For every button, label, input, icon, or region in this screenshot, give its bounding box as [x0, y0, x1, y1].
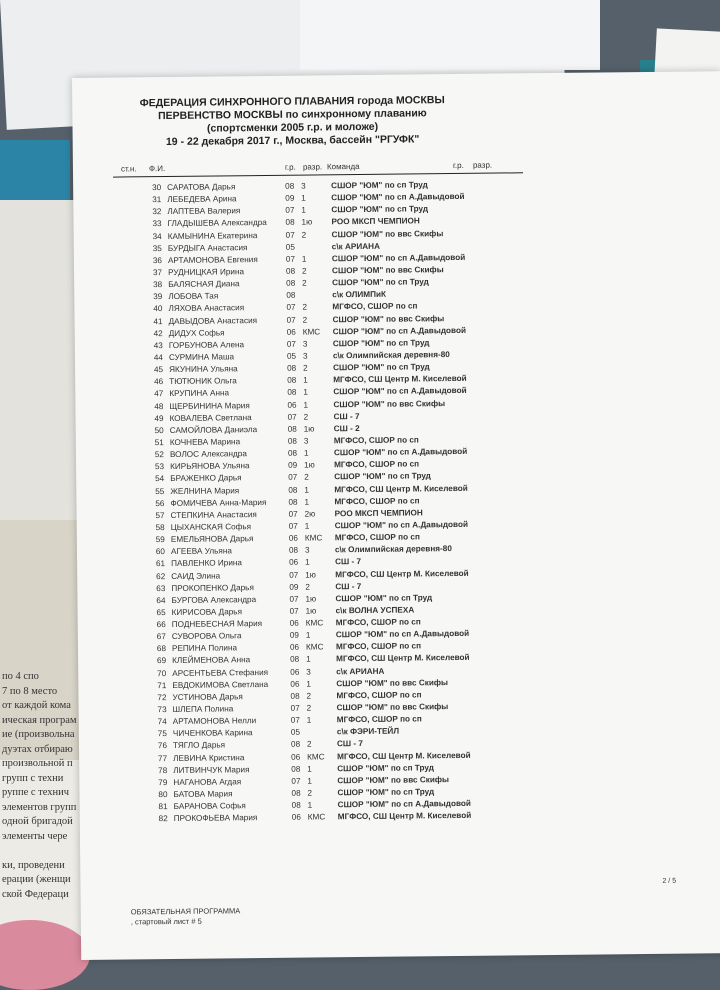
birth-year: 06 [290, 679, 300, 689]
start-number: 75 [157, 729, 167, 739]
athlete-name: КИРЬЯНОВА Ульяна [170, 461, 250, 472]
rank: 2 [307, 788, 313, 798]
athlete-name: ЛЕВИНА Кристина [173, 752, 245, 763]
start-number: 82 [158, 814, 168, 824]
start-number: 30 [151, 183, 162, 193]
team: СШ - 7 [335, 557, 362, 567]
rank: 3 [302, 339, 308, 349]
rank: 3 [301, 181, 306, 191]
col-name: Ф.И. [148, 164, 166, 174]
team: СШОР "ЮМ" по сп Труд [337, 762, 434, 774]
athlete-name: ВОЛОС Александра [169, 449, 247, 460]
start-number: 71 [157, 680, 167, 690]
team: СШОР "ЮМ" по сп А.Давыдовой [333, 446, 468, 458]
birth-year: 08 [290, 691, 300, 701]
birth-year: 08 [286, 290, 296, 301]
birth-year: 05 [285, 242, 295, 252]
birth-year: 08 [287, 448, 298, 458]
team: МГФСО, СШ Центр М. Киселевой [336, 653, 470, 664]
athlete-name: КОВАЛЕВА Светлана [169, 412, 252, 423]
athlete-name: САРАТОВА Дарья [167, 182, 236, 193]
start-number: 38 [153, 280, 163, 290]
rank: 1 [305, 630, 311, 640]
athlete-name: АГЕЕВА Ульяна [170, 546, 232, 557]
team: СШОР "ЮМ" по ввс Скифы [333, 398, 446, 409]
birth-year: 08 [291, 788, 301, 798]
birth-year: 08 [285, 181, 295, 191]
rank: 1ю [305, 594, 317, 604]
athlete-name: НАГАНОВА Агдая [173, 777, 242, 787]
team: МГФСО, СШОР по сп [336, 714, 422, 725]
background-paper [300, 0, 600, 70]
birth-year: 08 [291, 764, 301, 774]
team: МГФСО, СШОР по сп [334, 496, 420, 506]
date-venue: 19 - 22 декабря 2017 г., Москва, бассейн "РГУФК" [165, 133, 420, 149]
rank: 1 [301, 205, 307, 215]
start-number: 59 [155, 535, 165, 545]
rank: 2 [306, 691, 312, 701]
rank: 2 [301, 266, 307, 276]
birth-year: 05 [286, 351, 297, 361]
birth-year: 06 [289, 618, 299, 628]
athlete-name: ПОДНЕБЕСНАЯ Мария [171, 619, 263, 630]
start-number: 33 [152, 219, 162, 229]
start-number: 67 [156, 632, 166, 642]
birth-year: 06 [291, 752, 301, 762]
athlete-name: ЛИТВИНЧУК Мария [173, 764, 250, 775]
rank: 1 [307, 776, 312, 786]
team: СШОР "ЮМ" по сп Труд [333, 362, 430, 373]
rank: 1ю [304, 460, 315, 470]
team: СШОР "ЮМ" по сп А.Давыдовой [334, 519, 469, 531]
start-number: 61 [155, 559, 166, 569]
team: с\к АРИАНА [336, 666, 385, 676]
team: СШОР "ЮМ" по ввс Скифы [331, 228, 444, 239]
birth-year: 06 [286, 327, 296, 337]
birth-year: 06 [288, 533, 298, 543]
birth-year: 06 [291, 812, 301, 823]
athlete-name: КРУПИНА Анна [169, 388, 230, 399]
team: СШОР "ЮМ" по сп А.Давыдовой [331, 192, 465, 203]
start-number: 47 [154, 389, 164, 399]
athlete-name: ТЯГЛО Дарья [172, 740, 226, 751]
athlete-name: ДИДУХ Софья [168, 328, 225, 338]
team: СШОР "ЮМ" по ввс Скифы [336, 702, 449, 713]
athlete-name: ЛОБОВА Тая [168, 291, 219, 302]
team: СШОР "ЮМ" по ввс Скифы [331, 265, 444, 276]
birth-year: 08 [287, 424, 297, 434]
start-number: 64 [156, 595, 166, 605]
birth-year: 07 [285, 205, 295, 216]
rank: 1 [305, 557, 310, 567]
athlete-name: ЖЕЛНИНА Мария [170, 485, 240, 496]
team: СШОР "ЮМ" по сп Труд [332, 277, 429, 288]
rank: 1 [303, 400, 309, 410]
team: СШОР "ЮМ" по сп Труд [337, 787, 435, 798]
team: с\к ВОЛНА УСПЕХА [335, 605, 415, 616]
team: с\к АРИАНА [331, 241, 381, 251]
team: МГФСО, СШОР по сп [333, 435, 419, 446]
start-number: 62 [156, 571, 166, 581]
event-title: ПЕРВЕНСТВО МОСКВЫ по синхронному плаванию [158, 107, 427, 123]
athlete-name: ЦЫХАНСКАЯ Софья [170, 522, 252, 532]
start-number: 74 [157, 717, 167, 727]
rank: 1ю [305, 569, 316, 580]
birth-year: 08 [287, 375, 297, 386]
athlete-name: ФОМИЧЕВА Анна-Мария [170, 497, 267, 508]
footer [131, 906, 241, 927]
rank: 2 [303, 412, 309, 422]
start-number: 37 [152, 268, 163, 278]
rank: 2 [305, 582, 310, 592]
team: МГФСО, СШОР по сп [334, 532, 420, 543]
rank: 1 [307, 800, 313, 810]
team: МГФСО, СШОР по сп [336, 690, 422, 701]
rank: 1 [303, 387, 308, 397]
team: СШОР "ЮМ" по ввс Скифы [336, 677, 449, 689]
start-number: 51 [154, 438, 164, 448]
rank: 2ю [304, 509, 316, 519]
start-number: 41 [153, 316, 163, 326]
start-number: 72 [157, 692, 167, 703]
rank: 1 [306, 679, 311, 689]
team: МГФСО, СШ Центр М. Киселевой [337, 750, 471, 761]
col-rank-2: разр. [472, 160, 493, 170]
birth-year: 05 [290, 727, 301, 738]
birth-year: 06 [287, 400, 297, 410]
athlete-name: БАЛЯСНАЯ Диана [168, 279, 240, 290]
birth-year: 06 [290, 667, 300, 677]
team: МГФСО, СШ Центр М. Киселевой [337, 811, 472, 822]
rank: 2 [306, 739, 312, 750]
start-number: 70 [157, 668, 167, 678]
start-number: 55 [155, 486, 165, 496]
athlete-name: ПРОКОПЕНКО Дарья [171, 582, 254, 593]
athlete-name: БРАЖЕНКО Дарья [170, 473, 242, 484]
athlete-name: ГОРБУНОВА Алена [168, 340, 245, 350]
athlete-name: СУВОРОВА Ольга [171, 631, 242, 642]
start-number: 78 [158, 765, 168, 775]
team: МГФСО, СШ Центр М. Киселевой [334, 483, 468, 494]
start-number: 35 [152, 243, 162, 253]
athlete-name: ЩЕРБИНИНА Мария [169, 400, 250, 411]
athlete-name: ШЛЕПА Полина [172, 704, 234, 715]
start-number: 56 [155, 498, 165, 508]
birth-year: 09 [289, 630, 300, 640]
athlete-name: ЧИЧЕНКОВА Карина [172, 728, 253, 739]
rank: КМС [307, 812, 326, 822]
start-number: 40 [153, 304, 163, 314]
birth-year: 07 [289, 570, 299, 580]
rank: 2 [302, 278, 307, 288]
team: СШ - 7 [335, 581, 362, 591]
start-number: 63 [156, 583, 166, 593]
athlete-name: СУРМИНА Маша [168, 352, 235, 362]
birth-year: 08 [285, 266, 296, 276]
birth-year: 06 [289, 642, 300, 653]
athlete-name: БАТОВА Мария [173, 789, 233, 800]
birth-year: 08 [287, 363, 297, 373]
athlete-name: ЛЯХОВА Анастасия [168, 303, 245, 314]
rank: 3 [303, 436, 309, 446]
athlete-name: ПАВЛЕНКО Ирина [171, 558, 243, 569]
team: МГФСО, СШ Центр М. Киселевой [335, 568, 469, 579]
rank: 1 [301, 193, 306, 203]
start-number: 76 [157, 741, 168, 751]
start-number: 54 [155, 474, 165, 484]
start-number: 77 [157, 753, 168, 763]
team: СШОР "ЮМ" по сп А.Давыдовой [331, 252, 466, 264]
birth-year: 07 [285, 254, 296, 264]
athlete-name: ДАВЫДОВА Анастасия [168, 315, 258, 326]
birth-year: 09 [289, 582, 299, 592]
start-number: 32 [152, 207, 162, 217]
team: МГФСО, СШ Центр М. Киселевой [333, 374, 467, 385]
rank: КМС [305, 642, 324, 652]
athlete-name: ЕВДОКИМОВА Светлана [172, 679, 269, 690]
athlete-name: ЯКУНИНА Ульяна [169, 364, 238, 375]
team: СШОР "ЮМ" по ввс Скифы [337, 774, 450, 786]
birth-year: 08 [287, 436, 297, 446]
athlete-name: ЕМЕЛЬЯНОВА Дарья [170, 534, 254, 545]
athlete-name: БУРГОВА Александра [171, 594, 257, 605]
athlete-name: САИД Элина [171, 570, 221, 581]
birth-year: 07 [290, 703, 300, 713]
athlete-name: УСТИНОВА Дарья [172, 692, 243, 702]
birth-year: 08 [288, 497, 298, 507]
birth-year: 07 [291, 776, 301, 786]
col-team: Команда [326, 161, 360, 172]
start-number: 68 [156, 644, 167, 654]
start-number: 42 [153, 328, 163, 338]
birth-year: 07 [286, 339, 296, 349]
start-number: 69 [156, 656, 167, 666]
birth-year: 08 [285, 218, 295, 228]
footer-program: ОБЯЗАТЕЛЬНАЯ ПРОГРАММА [130, 906, 241, 917]
athlete-name: ПРОКОФЬЕВА Мария [173, 813, 258, 824]
start-list-sheet [72, 71, 720, 960]
start-number: 52 [154, 450, 164, 460]
footer-start-list: , стартовый лист # 5 [130, 916, 202, 927]
athlete-name: ЛАПТЕВА Валерия [167, 206, 241, 217]
start-number: 66 [156, 620, 166, 630]
rank: 1 [304, 521, 310, 531]
team: с\к Олимпийская деревня-80 [334, 544, 452, 555]
birth-year: 09 [285, 193, 295, 203]
start-number: 81 [158, 802, 168, 812]
athlete-name: ГЛАДЫШЕВА Александра [167, 218, 267, 229]
team: РОО МКСП ЧЕМПИОН [334, 508, 423, 519]
rank: 2 [302, 302, 308, 313]
rank: 2 [303, 363, 308, 373]
rank: 1 [306, 715, 312, 725]
athlete-name: РУДНИЦКАЯ Ирина [167, 267, 245, 277]
col-year-2: г.р. [452, 160, 464, 171]
team: СШОР "ЮМ" по сп А.Давыдовой [335, 629, 470, 640]
start-number: 46 [154, 377, 164, 387]
rank: 2 [304, 472, 309, 482]
start-number: 58 [155, 522, 165, 533]
athlete-name: СТЕПКИНА Анастасия [170, 509, 257, 520]
team: СШ - 7 [336, 739, 364, 749]
page-number: 2 / 5 [662, 877, 677, 885]
athlete-name: РЕПИНА Полина [171, 643, 238, 654]
start-number: 79 [158, 777, 168, 788]
athlete-list [73, 178, 680, 828]
athlete-name: АРТАМОНОВА Нелли [172, 716, 257, 727]
start-number: 39 [153, 292, 163, 302]
team: СШОР "ЮМ" по сп Труд [332, 338, 430, 349]
col-start-number: ст.н. [120, 164, 137, 174]
rank: 1 [303, 448, 309, 458]
rank: 1ю [301, 217, 313, 228]
rank: КМС [304, 533, 323, 543]
background-text: по 4 спо 7 по 8 место от каждой кома ическая програм ие (произвольна дуэтах отбираю произвольной п групп с техни руппе с технич элементов групп одной бригадой элементы чере ки, проведени ерации (женщи ской Федераци [2, 671, 77, 900]
birth-year: 06 [289, 558, 299, 568]
rank: 1ю [303, 424, 315, 434]
birth-year: 07 [285, 230, 295, 240]
athlete-name: ЛЕБЕДЕВА Арина [167, 194, 237, 205]
start-number: 34 [152, 231, 162, 241]
team: МГФСО, СШОР по сп [335, 641, 422, 652]
team: РОО МКСП ЧЕМПИОН [331, 216, 420, 227]
birth-year: 07 [288, 473, 298, 483]
start-number: 60 [155, 547, 166, 557]
team: СШОР "ЮМ" по сп Труд [331, 180, 428, 191]
start-number: 36 [152, 255, 162, 266]
start-number: 73 [157, 705, 167, 715]
birth-year: 07 [289, 594, 299, 604]
rank: 1 [307, 764, 312, 774]
rank: КМС [305, 618, 324, 628]
start-number: 44 [153, 353, 163, 363]
birth-year: 07 [287, 412, 297, 422]
title-block [72, 93, 513, 150]
athlete-name: БУРДЫГА Анастасия [167, 242, 248, 253]
team: СШ - 2 [333, 423, 360, 434]
col-rank: разр. [302, 162, 323, 172]
team: СШОР "ЮМ" по сп А.Давыдовой [332, 325, 467, 336]
rank: 1 [304, 485, 309, 495]
athlete-name: КИРИСОВА Дарья [171, 607, 243, 617]
rank: 1ю [305, 606, 317, 616]
birth-year: 08 [290, 740, 301, 750]
birth-year: 07 [290, 715, 300, 725]
birth-year: 08 [288, 545, 299, 555]
birth-year: 08 [290, 655, 300, 665]
rank: КМС [302, 327, 321, 337]
birth-year: 08 [287, 388, 297, 398]
team: МГФСО, СШОР по сп [334, 459, 420, 470]
birth-year: 07 [286, 303, 296, 313]
team: с\к ОЛИМПиК [332, 289, 387, 300]
start-number: 57 [155, 510, 165, 520]
athlete-name: АРТАМОНОВА Евгения [167, 254, 258, 265]
col-year: г.р. [284, 162, 296, 172]
team: МГФСО, СШОР по сп [335, 617, 421, 628]
rank: 1 [303, 375, 308, 385]
athlete-name: КЛЕЙМЕНОВА Анна [172, 655, 251, 666]
team: МГФСО, СШОР по сп [332, 301, 418, 312]
birth-year: 07 [288, 521, 298, 531]
rank: 2 [301, 230, 307, 240]
start-number: 80 [158, 790, 168, 800]
federation-title: ФЕДЕРАЦИЯ СИНХРОННОГО ПЛАВАНИЯ города МОСКВЫ [139, 94, 445, 110]
start-number: 31 [152, 195, 162, 205]
rank: 2 [306, 703, 312, 713]
team: с\к ФЭРИ-ТЕЙЛ [336, 726, 400, 737]
team: СШОР "ЮМ" по сп Труд [331, 204, 429, 215]
team: СШОР "ЮМ" по сп А.Давыдовой [333, 386, 467, 397]
athlete-name: ТЮТЮНИК Ольга [169, 376, 237, 387]
birth-year: 07 [288, 509, 298, 519]
birth-year: 08 [286, 278, 296, 288]
rank: 1 [304, 497, 310, 507]
team: СШОР "ЮМ" по сп Труд [334, 471, 431, 482]
rank: 3 [306, 667, 311, 677]
team: СШОР "ЮМ" по сп А.Давыдовой [337, 799, 471, 810]
start-number: 43 [153, 340, 163, 350]
birth-year: 07 [286, 315, 296, 325]
team: СШОР "ЮМ" по сп Труд [335, 593, 433, 604]
rank: 3 [304, 545, 310, 555]
start-number: 45 [153, 365, 164, 375]
athlete-name: КОЧНЕВА Марина [169, 437, 241, 447]
rank: 2 [302, 315, 308, 325]
athlete-name: БАРАНОВА Софья [173, 801, 246, 812]
rank: 1 [306, 655, 311, 665]
background-box [0, 140, 70, 200]
rank: 1 [301, 254, 307, 264]
rank: КМС [307, 752, 325, 762]
birth-year: 08 [288, 485, 298, 495]
start-number: 49 [154, 413, 164, 423]
rank: 3 [302, 351, 308, 361]
start-number: 65 [156, 607, 166, 618]
start-number: 48 [154, 401, 164, 411]
team: СШ - 7 [333, 411, 360, 421]
birth-year: 08 [291, 800, 301, 810]
age-category: (спортсменки 2005 г.р. и моложе) [206, 120, 379, 135]
birth-year: 09 [288, 460, 298, 470]
athlete-name: АРСЕНТЬЕВА Стефания [172, 667, 269, 678]
start-number: 50 [154, 425, 164, 435]
team: с\к Олимпийская деревня-80 [332, 350, 450, 361]
team: СШОР "ЮМ" по ввс Скифы [332, 313, 445, 324]
athlete-name: КАМЫНИНА Екатерина [167, 230, 258, 241]
athlete-name: САМОЙЛОВА Даниэла [169, 424, 258, 435]
birth-year: 07 [289, 606, 299, 616]
start-number: 53 [154, 462, 165, 472]
